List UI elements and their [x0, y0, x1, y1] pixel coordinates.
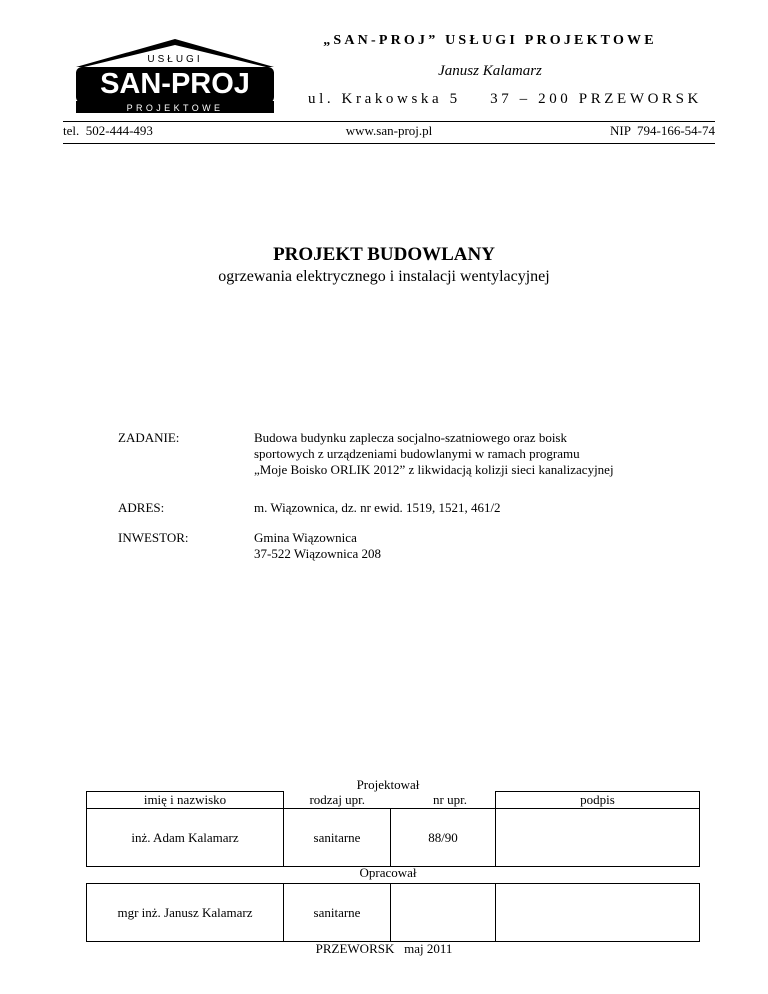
designer-license-type: sanitarne [284, 809, 391, 867]
owner-name: Janusz Kalamarz [438, 63, 542, 79]
logo-main-text: SAN-PROJ [100, 68, 250, 100]
address-line: m. Wiązownica, dz. nr ewid. 1519, 1521, 461/2 [254, 500, 501, 515]
logo-top-text: USŁUGI [147, 54, 203, 65]
place-and-date: PRZEWORSK maj 2011 [315, 941, 453, 956]
prepared-table [86, 883, 700, 942]
task-label: ZADANIE: [118, 430, 180, 445]
task-line: Budowa budynku zaplecza socjalno-szatniowego oraz boisk [254, 430, 567, 445]
address-label: ADRES: [118, 500, 165, 515]
phone-number: tel. 502-444-493 [63, 123, 153, 138]
task-line: „Moje Boisko ORLIK 2012” z likwidacją kolizji sieci kanalizacyjnej [254, 462, 614, 477]
investor-label: INWESTOR: [118, 530, 189, 545]
designer-license-number: 88/90 [391, 809, 496, 867]
website: www.san-proj.pl [345, 123, 433, 138]
preparer-license-number [391, 884, 496, 942]
nip-number: NIP 794-166-54-74 [610, 123, 715, 138]
san-proj-logo [70, 35, 280, 113]
col-type-header: rodzaj upr. [284, 792, 391, 809]
address-value [254, 500, 501, 516]
logo-bottom-text: PROJEKTOWE [126, 103, 224, 113]
company-name: „SAN-PROJ” USŁUGI PROJEKTOWE [323, 33, 657, 48]
col-number-header: nr upr. [391, 792, 496, 809]
preparer-signature [496, 884, 700, 942]
designed-heading: Projektował [356, 777, 420, 792]
col-signature-header: podpis [496, 792, 700, 809]
investor-line: 37-522 Wiązownica 208 [254, 546, 382, 561]
task-value [254, 430, 614, 478]
designer-signature [496, 809, 700, 867]
investor-value [254, 530, 381, 562]
header-divider-top [63, 121, 715, 122]
header-divider-bottom [63, 143, 715, 144]
designer-name: inż. Adam Kalamarz [87, 809, 284, 867]
company-address: ul. Krakowska 5 37 – 200 PRZEWORSK [307, 91, 702, 107]
preparer-name: mgr inż. Janusz Kalamarz [87, 884, 284, 942]
document-subtitle: ogrzewania elektrycznego i instalacji wentylacyjnej [218, 268, 550, 285]
designed-table [86, 791, 700, 867]
document-title: PROJEKT BUDOWLANY [273, 244, 495, 265]
col-name-header: imię i nazwisko [87, 792, 284, 809]
task-line: sportowych z urządzeniami budowlanymi w ramach programu [254, 446, 580, 461]
investor-line: Gmina Wiązownica [254, 530, 357, 545]
preparer-license-type: sanitarne [284, 884, 391, 942]
prepared-heading: Opracował [359, 865, 417, 880]
